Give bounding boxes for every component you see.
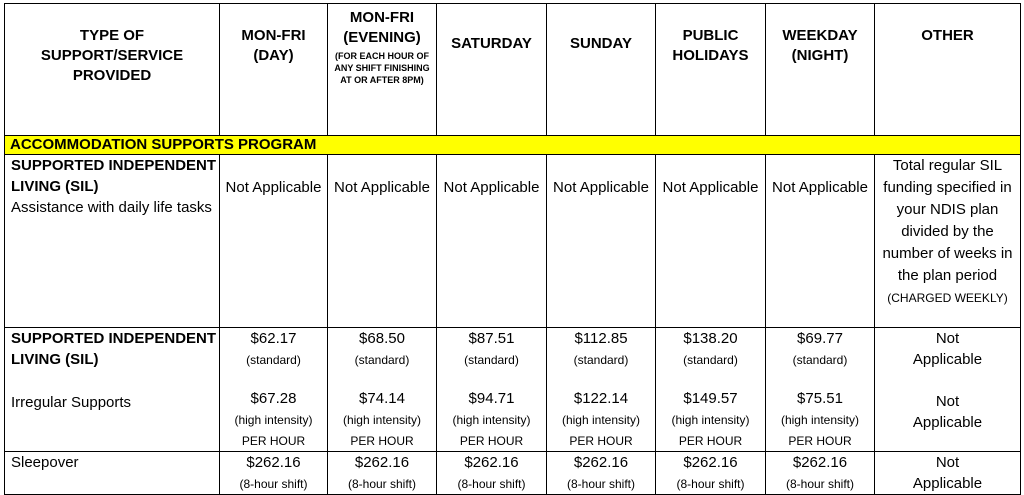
- high-label: (high intensity): [561, 413, 641, 427]
- header-saturday: SATURDAY: [437, 4, 547, 136]
- irregular-cell: [220, 328, 328, 452]
- per-hour-label: PER HOUR: [459, 434, 524, 448]
- irregular-cell: [437, 328, 547, 452]
- per-hour-label: PER HOUR: [569, 434, 633, 448]
- irregular-cell: [766, 328, 875, 452]
- program-row: [5, 136, 1021, 155]
- header-sunday: SUNDAY: [547, 4, 656, 136]
- pricing-table: [4, 3, 1021, 495]
- sil-other-note: (CHARGED WEEKLY): [887, 291, 1008, 305]
- sil-other: [875, 155, 1021, 328]
- per-hour-label: PER HOUR: [350, 434, 414, 448]
- high-price: $122.14: [573, 390, 629, 407]
- sil-cell: Not Applicable: [656, 155, 766, 328]
- header-monfri-evening-label: MON-FRI (EVENING): [343, 9, 421, 46]
- high-label: (high intensity): [452, 413, 531, 427]
- program-title: ACCOMMODATION SUPPORTS PROGRAM: [5, 136, 1021, 155]
- irregular-label: [5, 328, 220, 452]
- sleepover-price: $262.16: [573, 454, 629, 471]
- sleepover-note: (8-hour shift): [785, 477, 855, 491]
- standard-label: (standard): [464, 353, 519, 367]
- sleepover-price: $262.16: [683, 454, 738, 471]
- standard-price: $69.77: [797, 330, 843, 347]
- per-hour-label: PER HOUR: [678, 434, 743, 448]
- irregular-cell: [547, 328, 656, 452]
- sil-other-text: Total regular SIL funding specified in your NDIS plan divided by the number of weeks in the plan period: [882, 157, 1013, 284]
- irregular-cell: [328, 328, 437, 452]
- high-price: $75.51: [797, 390, 843, 407]
- standard-label: (standard): [573, 353, 629, 367]
- standard-label: (standard): [354, 353, 410, 367]
- standard-price: $68.50: [359, 330, 405, 347]
- standard-price: $112.85: [574, 330, 628, 347]
- irregular-other-2: Not Applicable: [912, 393, 983, 431]
- sleepover-note: (8-hour shift): [457, 477, 526, 491]
- per-hour-label: PER HOUR: [788, 434, 852, 448]
- standard-label: (standard): [792, 353, 848, 367]
- sil-cell: Not Applicable: [328, 155, 437, 328]
- sleepover-price: $262.16: [792, 454, 848, 471]
- sleepover-price: $262.16: [246, 454, 301, 471]
- irregular-other: [875, 328, 1021, 452]
- sil-label: [5, 155, 220, 328]
- standard-price: $87.51: [468, 330, 515, 347]
- irregular-title: SUPPORTED INDEPENDENT LIVING (SIL): [11, 330, 217, 368]
- irregular-other-1: Not Applicable: [912, 330, 983, 368]
- high-price: $67.28: [250, 390, 297, 407]
- header-monfri-evening: [328, 4, 437, 136]
- header-type: TYPE OF SUPPORT/SERVICE PROVIDED: [5, 4, 220, 136]
- sil-title: SUPPORTED INDEPENDENT LIVING (SIL): [11, 157, 217, 195]
- irregular-cell: [656, 328, 766, 452]
- header-monfri-day: MON-FRI (DAY): [220, 4, 328, 136]
- table-row: [5, 155, 1021, 328]
- standard-label: (standard): [246, 353, 301, 367]
- irregular-desc: Irregular Supports: [11, 394, 132, 411]
- sil-cell: Not Applicable: [547, 155, 656, 328]
- high-label: (high intensity): [671, 413, 750, 427]
- sleepover-price: $262.16: [354, 454, 410, 471]
- header-weekday-night: WEEKDAY (NIGHT): [766, 4, 875, 136]
- sil-cell: Not Applicable: [437, 155, 547, 328]
- standard-label: (standard): [683, 353, 738, 367]
- sleepover-other-text: Not Applicable: [912, 454, 983, 492]
- sleepover-label: Sleepover: [5, 452, 220, 495]
- header-evening-note: (FOR EACH HOUR OF ANY SHIFT FINISHING AT OR AFTER 8PM): [334, 51, 430, 85]
- sleepover-note: (8-hour shift): [239, 477, 308, 491]
- high-label: (high intensity): [342, 413, 422, 427]
- high-label: (high intensity): [780, 413, 860, 427]
- sleepover-note: (8-hour shift): [347, 477, 417, 491]
- header-row: [5, 4, 1021, 136]
- standard-price: $138.20: [683, 330, 738, 347]
- sleepover-note: (8-hour shift): [676, 477, 745, 491]
- header-other: OTHER: [875, 4, 1021, 136]
- sil-desc: Assistance with daily life tasks: [11, 199, 212, 216]
- sil-cell: Not Applicable: [766, 155, 875, 328]
- sleepover-note: (8-hour shift): [566, 477, 636, 491]
- high-price: $149.57: [683, 390, 738, 407]
- per-hour-label: PER HOUR: [241, 434, 306, 448]
- high-price: $94.71: [468, 390, 515, 407]
- standard-price: $62.17: [250, 330, 297, 347]
- high-price: $74.14: [359, 390, 405, 407]
- sleepover-price: $262.16: [464, 454, 519, 471]
- sil-cell: Not Applicable: [220, 155, 328, 328]
- table-row: [5, 328, 1021, 452]
- high-label: (high intensity): [234, 413, 313, 427]
- header-public-holidays: PUBLIC HOLIDAYS: [656, 4, 766, 136]
